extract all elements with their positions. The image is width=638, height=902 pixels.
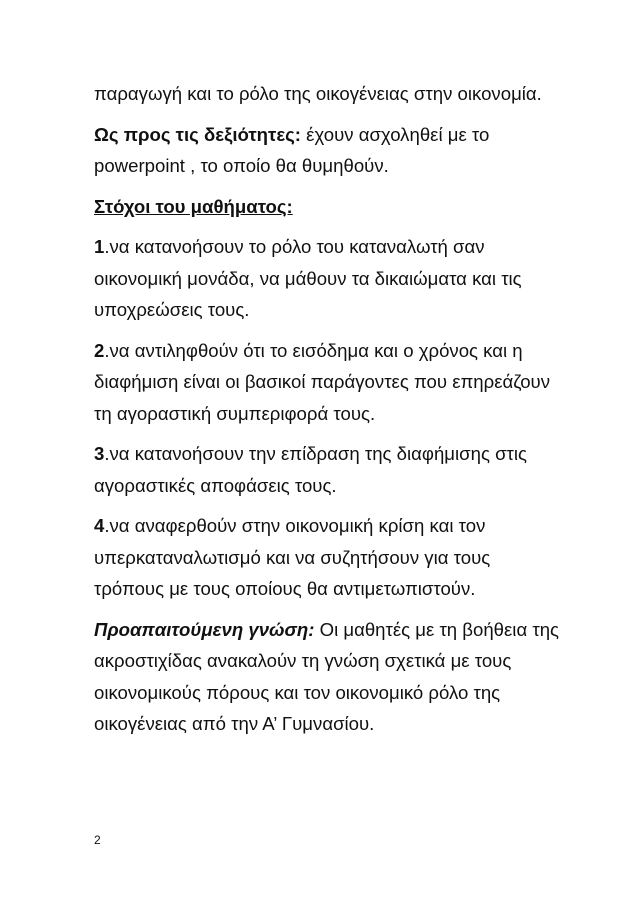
intro-paragraph bbox=[94, 78, 564, 110]
objective-item-1 bbox=[94, 231, 564, 326]
objective-text: .να αναφερθούν στην οικονομική κρίση και τον υπερκαταναλωτισμό και να συζητήσουν για τους τρόπους με τους οποίους θα αντιμετωπιστούν. bbox=[94, 515, 491, 599]
objective-text: .να κατανοήσουν την επίδραση της διαφήμισης στις αγοραστικές αποφάσεις τους. bbox=[94, 443, 527, 496]
skills-label: Ως προς τις δεξιότητες: bbox=[94, 123, 302, 145]
objective-number: 3 bbox=[94, 443, 105, 464]
prior-knowledge-paragraph bbox=[94, 614, 564, 740]
objective-item-3 bbox=[94, 438, 564, 501]
prior-knowledge-label: Προαπαιτούμενη γνώση: bbox=[94, 618, 315, 640]
skills-text: έχουν ασχοληθεί με το powerpoint , το οποίο θα θυμηθούν. bbox=[94, 123, 490, 176]
objective-number: 4 bbox=[94, 515, 105, 536]
objectives-heading: Στόχοι του μαθήματος: bbox=[94, 195, 293, 217]
skills-paragraph bbox=[94, 119, 564, 182]
objective-number: 1 bbox=[94, 236, 105, 257]
page-number: 2 bbox=[94, 833, 101, 847]
objective-text: .να κατανοήσουν το ρόλο του καταναλωτή σαν οικονομική μονάδα, να μάθουν τα δικαιώματα και τις υποχρεώσεις τους. bbox=[94, 236, 522, 320]
objective-text: .να αντιληφθούν ότι το εισόδημα και ο χρόνος και η διαφήμιση είναι οι βασικοί παράγοντες που επηρεάζουν τη αγοραστική συμπεριφορά τους. bbox=[94, 339, 551, 424]
objective-number: 2 bbox=[94, 339, 105, 361]
intro-text: παραγωγή και το ρόλο της οικογένειας στην οικονομία. bbox=[94, 83, 542, 104]
objectives-heading-paragraph bbox=[94, 191, 564, 223]
objective-item-4 bbox=[94, 510, 564, 605]
prior-knowledge-text: Οι μαθητές με τη βοήθεια της ακροστιχίδας ανακαλούν τη γνώση σχετικά με τους οικονομικούς πόρους και τον οικονομικό ρόλο της οικογένειας από την Α’ Γυμνασίου. bbox=[94, 618, 560, 734]
document-body bbox=[94, 78, 564, 749]
objective-item-2 bbox=[94, 335, 564, 430]
